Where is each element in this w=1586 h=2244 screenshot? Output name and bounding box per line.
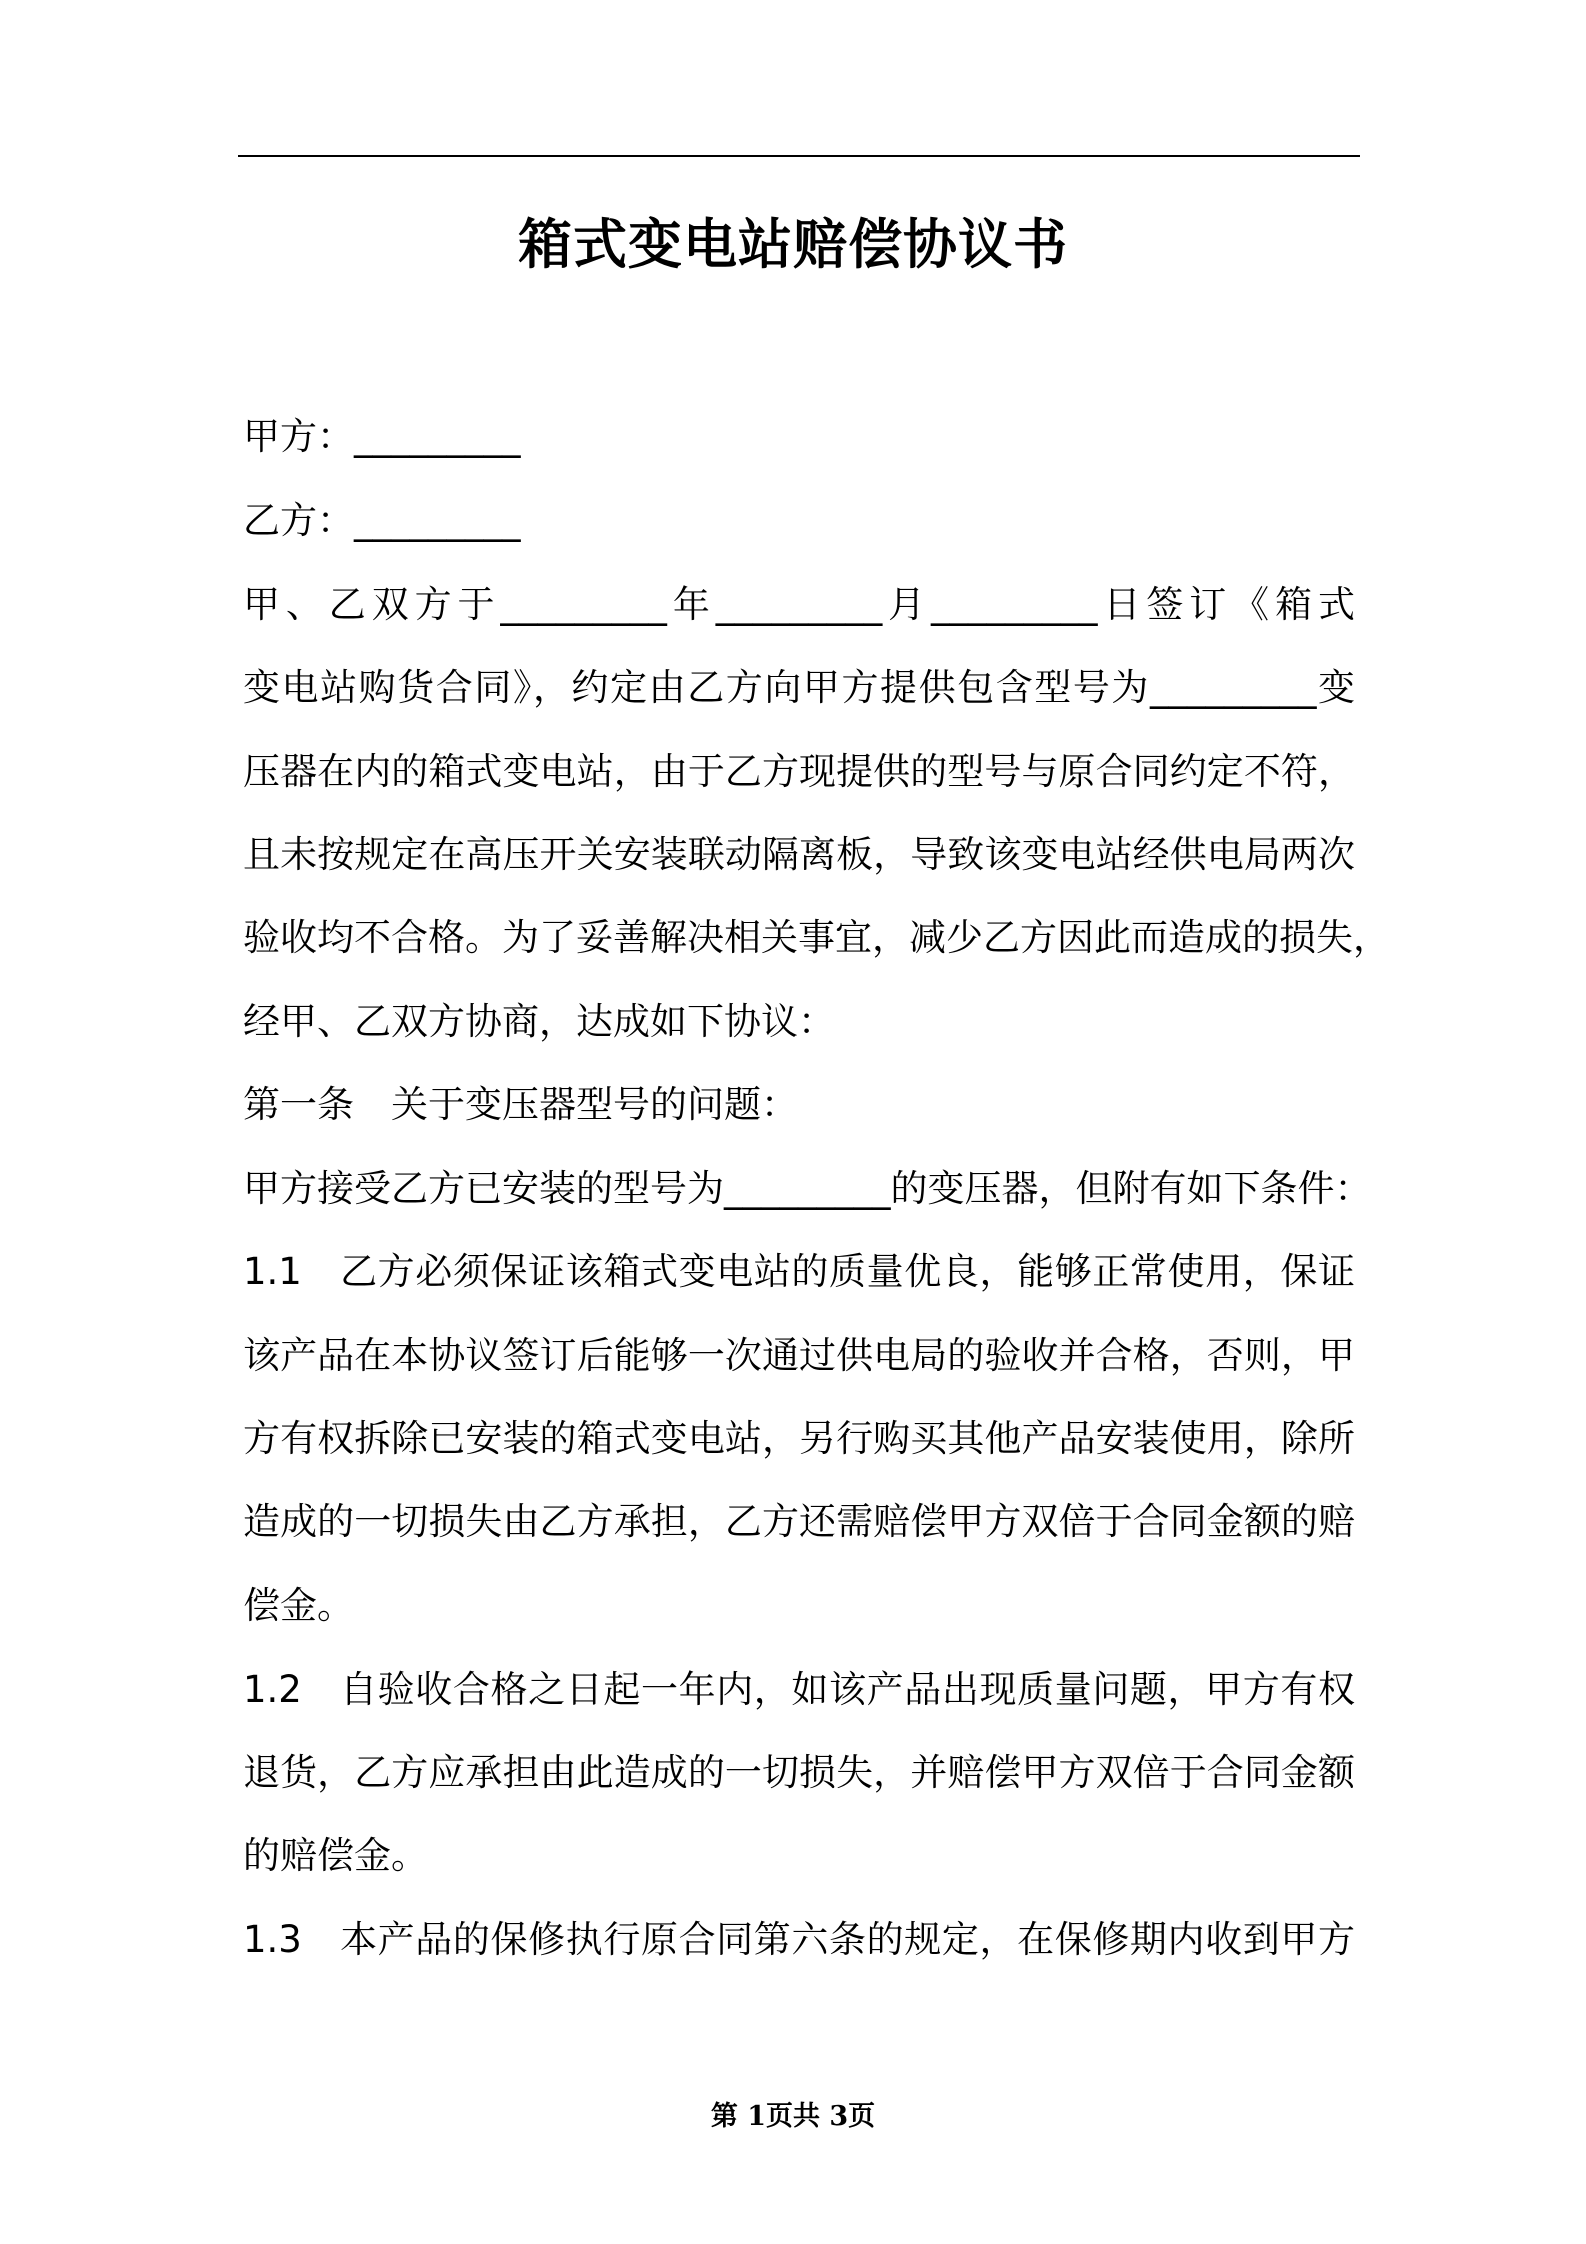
body-line: 该产品在本协议签订后能够一次通过供电局的验收并合格，否则，甲 — [243, 1334, 1355, 1377]
body-line: 退货，乙方应承担由此造成的一切损失，并赔偿甲方双倍于合同金额 — [243, 1751, 1355, 1794]
party-b-line: 乙方：_________ — [243, 499, 521, 542]
body-line: 经甲、乙双方协商，达成如下协议： — [243, 1000, 835, 1043]
body-line: 偿金。 — [243, 1584, 354, 1627]
party-a-line: 甲方：_________ — [243, 415, 521, 458]
body-line: 甲方接受乙方已安装的型号为_________的变压器，但附有如下条件： — [243, 1167, 1372, 1210]
body-line: 甲、乙双方于_________年_________月_________日签订《箱式 — [243, 583, 1355, 626]
clause-1-2-line: 1.2 自验收合格之日起一年内，如该产品出现质量问题，甲方有权 — [243, 1668, 1355, 1711]
body-line: 且未按规定在高压开关安装联动隔离板，导致该变电站经供电局两次 — [243, 833, 1355, 876]
header-rule — [238, 155, 1360, 157]
body-line: 方有权拆除已安装的箱式变电站，另行购买其他产品安装使用，除所 — [243, 1417, 1355, 1460]
body-line: 验收均不合格。为了妥善解决相关事宜，减少乙方因此而造成的损失， — [243, 916, 1390, 959]
clause-1-3-line: 1.3 本产品的保修执行原合同第六条的规定，在保修期内收到甲方 — [243, 1918, 1355, 1961]
document-title: 箱式变电站赔偿协议书 — [518, 213, 1068, 276]
clause-1-1-line: 1.1 乙方必须保证该箱式变电站的质量优良，能够正常使用，保证 — [243, 1250, 1355, 1293]
article-heading: 第一条 关于变压器型号的问题： — [243, 1083, 798, 1126]
body-line: 变电站购货合同》，约定由乙方向甲方提供包含型号为_________变 — [243, 666, 1355, 709]
body-line: 造成的一切损失由乙方承担，乙方还需赔偿甲方双倍于合同金额的赔 — [243, 1500, 1355, 1543]
page-number-footer: 第 1页共 3页 — [710, 2101, 876, 2132]
body-line: 压器在内的箱式变电站，由于乙方现提供的型号与原合同约定不符， — [243, 750, 1355, 793]
body-line: 的赔偿金。 — [243, 1834, 428, 1877]
